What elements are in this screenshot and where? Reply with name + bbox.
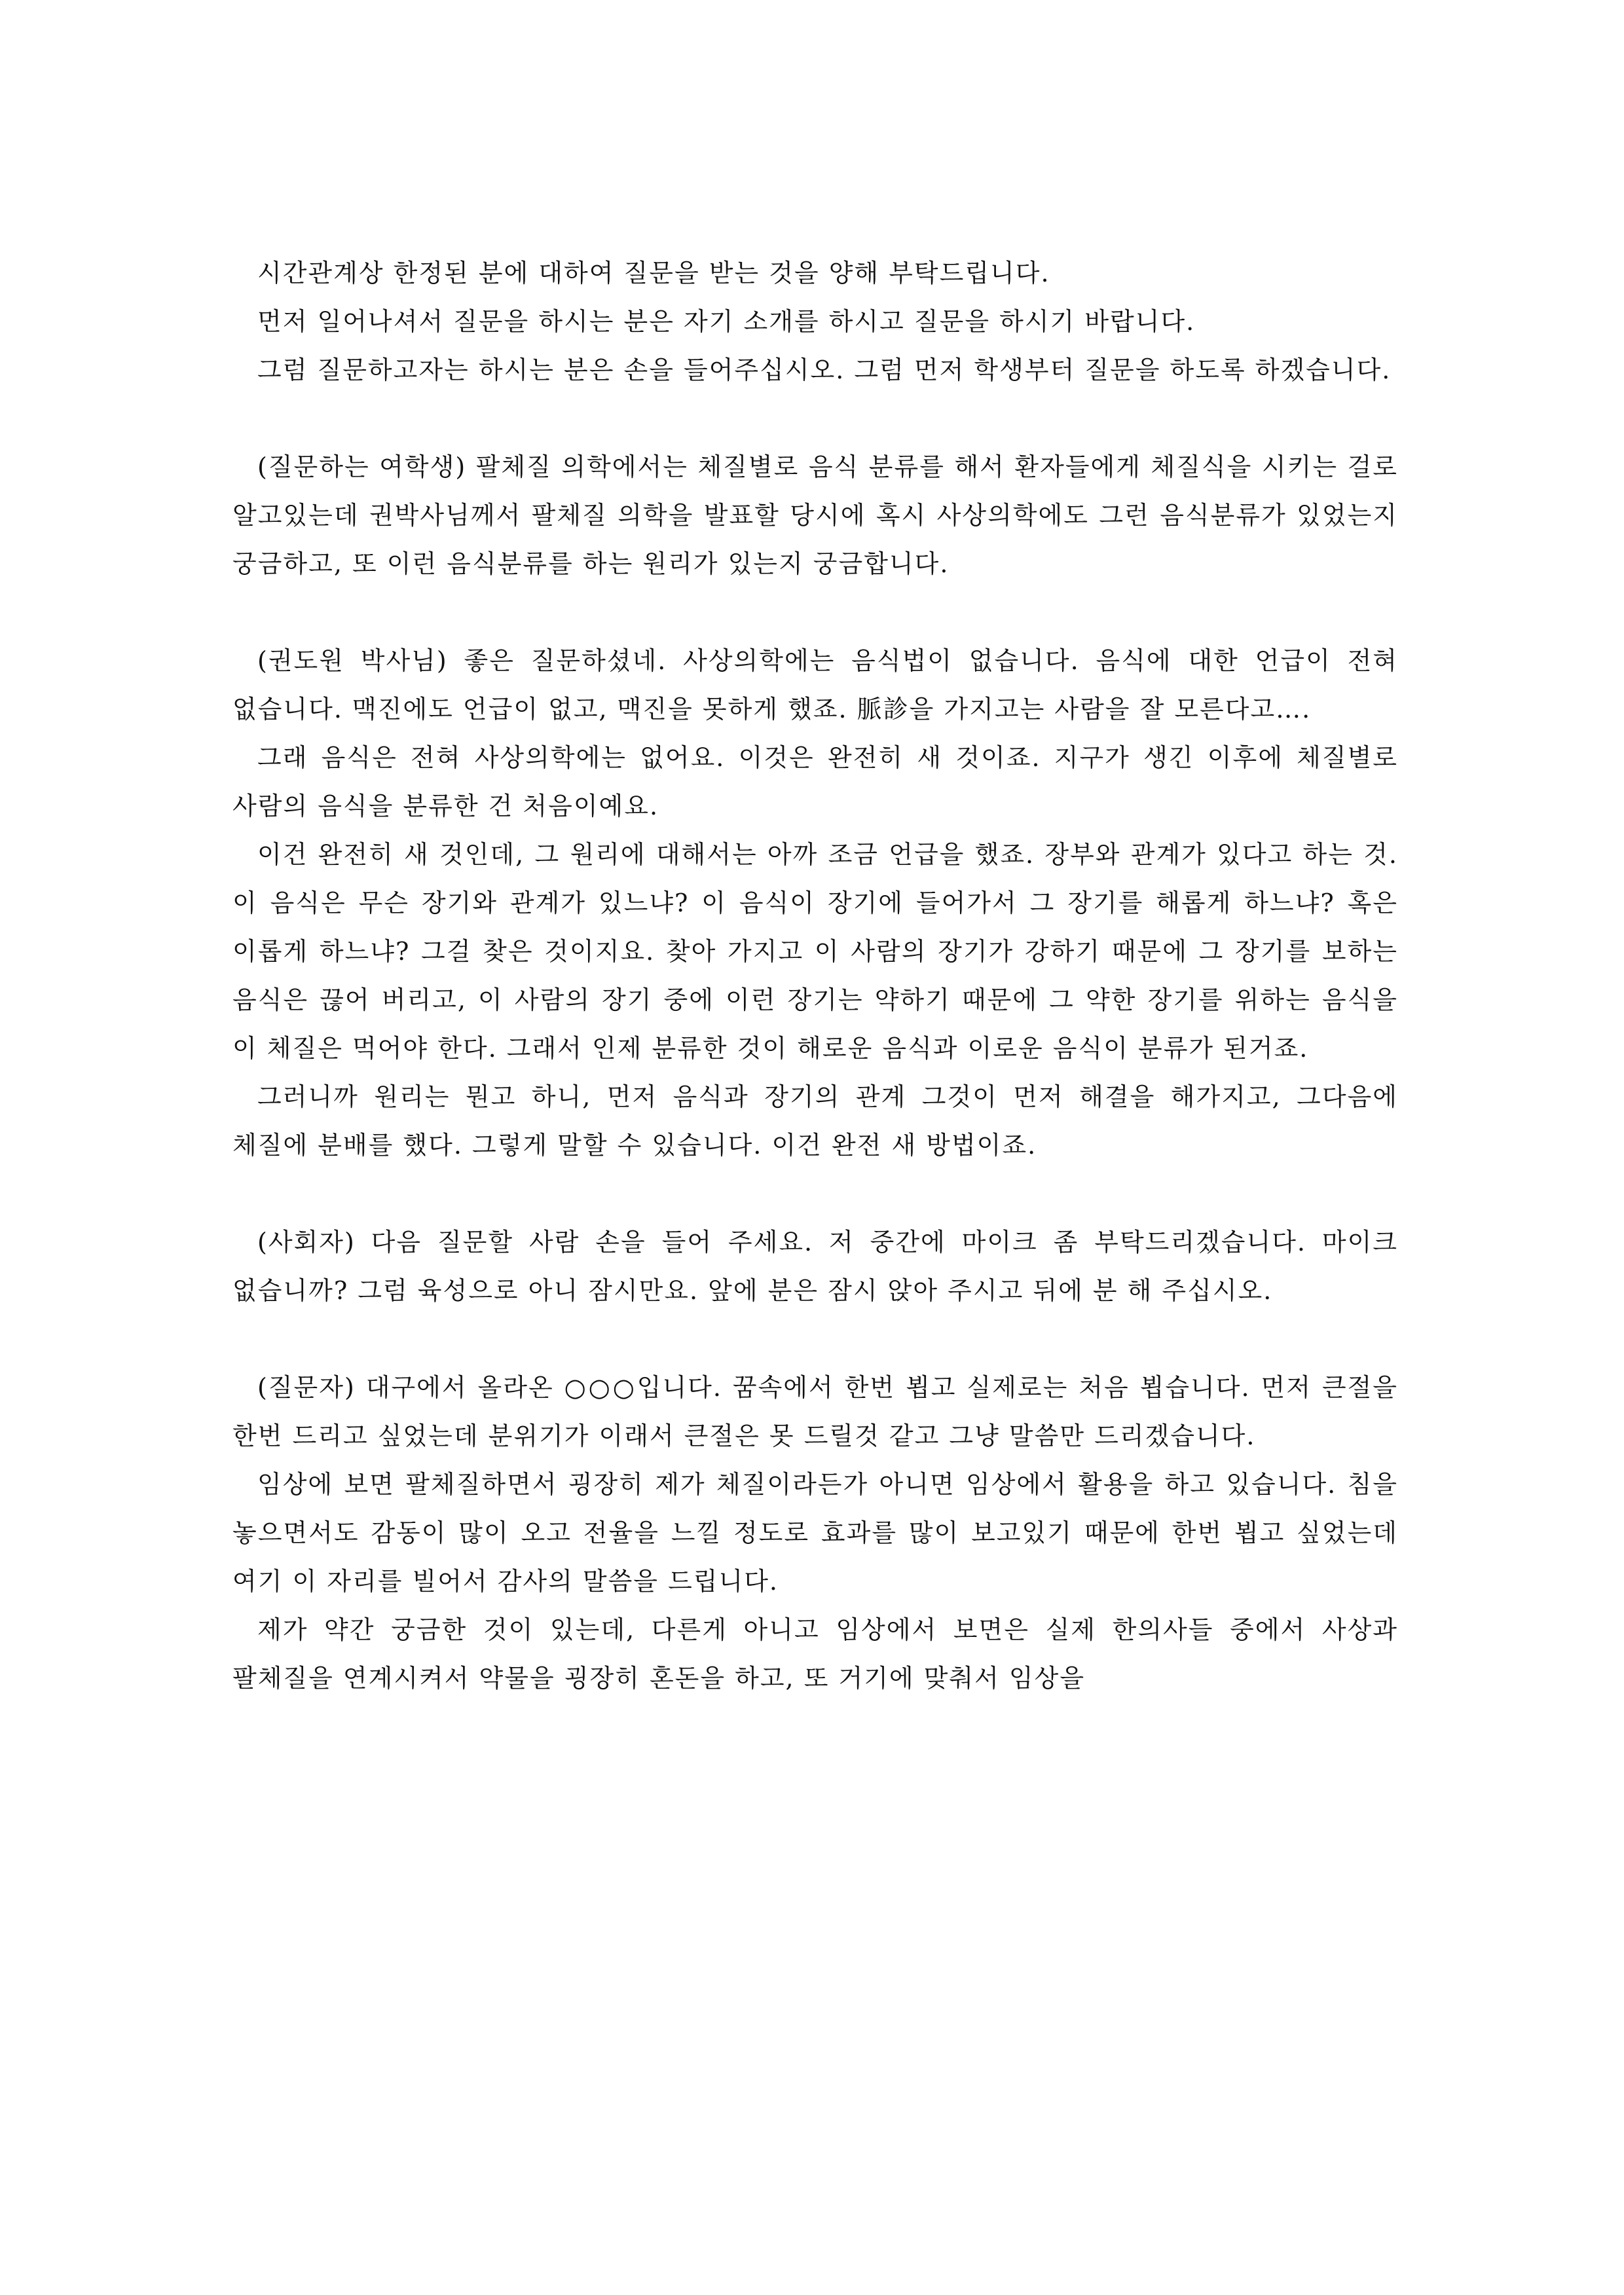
body-text [232,249,1398,1702]
paragraph-gap [232,394,1398,443]
paragraph-gap [232,1169,1398,1218]
paragraph: 이건 완전히 새 것인데, 그 원리에 대해서는 아까 조금 언급을 했죠. 장부와 관계가 있다고 하는 것. 이 음식은 무슨 장기와 관계가 있느냐? 이 음식이 장기에 들어가서 그 장기를 해롭게 하느냐? 혹은 이롭게 하느냐? 그걸 찾은 것이지요. 찾아 가지고 이 사람의 장기가 강하기 때문에 그 장기를 보하는 음식은 끊어 버리고, 이 사람의 장기 중에 이런 장기는 약하기 때문에 그 약한 장기를 위하는 음식을 이 체질은 먹어야 한다. 그래서 인제 분류한 것이 해로운 음식과 이로운 음식이 분류가 된거죠. [232,840,1398,1063]
paragraph: 제가 약간 궁금한 것이 있는데, 다른게 아니고 임상에서 보면은 실제 한의사들 중에서 사상과 팔체질을 연계시켜서 약물을 굉장히 혼돈을 하고, 또 거기에 맞춰서 임상을 [232,1615,1398,1693]
paragraph: (권도원 박사님) 좋은 질문하셨네. 사상의학에는 음식법이 없습니다. 음식에 대한 언급이 전혀 없습니다. 맥진에도 언급이 없고, 맥진을 못하게 했죠. 脈診을 가지고는 사람을 잘 모른다고…. [232,646,1398,724]
paragraph: 먼저 일어나셔서 질문을 하시는 분은 자기 소개를 하시고 질문을 하시기 바랍니다. [257,307,1196,336]
paragraph-gap [232,1315,1398,1363]
paragraph: (질문하는 여학생) 팔체질 의학에서는 체질별로 음식 분류를 해서 환자들에게 체질식을 시키는 걸로 알고있는데 권박사님께서 팔체질 의학을 발표할 당시에 혹시 사상의학에도 그런 음식분류가 있었는지 궁금하고, 또 이런 음식분류를 하는 원리가 있는지 궁금합니다. [232,452,1399,578]
paragraph-gap [232,588,1398,636]
paragraph: (사회자) 다음 질문할 사람 손을 들어 주세요. 저 중간에 마이크 좀 부탁드리겠습니다. 마이크 없습니까? 그럼 육성으로 아니 잠시만요. 앞에 분은 잠시 앉아 주시고 뒤에 분 해 주십시오. [232,1228,1398,1305]
paragraph: (질문자) 대구에서 올라온 ○○○입니다. 꿈속에서 한번 뵙고 실제로는 처음 뵙습니다. 먼저 큰절을 한번 드리고 싶었는데 분위기가 이래서 큰절은 못 드릴것 같고 그냥 말씀만 드리겠습니다. [232,1373,1398,1450]
paragraph: 시간관계상 한정된 분에 대하여 질문을 받는 것을 양해 부탁드립니다. [257,259,1050,287]
paragraph: 그럼 질문하고자는 하시는 분은 손을 들어주십시오. 그럼 먼저 학생부터 질문을 하도록 하겠습니다. [257,356,1392,384]
paragraph: 그러니까 원리는 뭔고 하니, 먼저 음식과 장기의 관계 그것이 먼저 해결을 해가지고, 그다음에 체질에 분배를 했다. 그렇게 말할 수 있습니다. 이건 완전 새 방법이죠. [232,1082,1398,1160]
paragraph: 그래 음식은 전혀 사상의학에는 없어요. 이것은 완전히 새 것이죠. 지구가 생긴 이후에 체질별로 사람의 음식을 분류한 건 처음이예요. [232,743,1398,820]
paragraph: 임상에 보면 팔체질하면서 굉장히 제가 체질이라든가 아니면 임상에서 활용을 하고 있습니다. 침을 놓으면서도 감동이 많이 오고 전율을 느낄 정도로 효과를 많이 보고있기 때문에 한번 뵙고 싶었는데 여기 이 자리를 빌어서 감사의 말씀을 드립니다. [232,1470,1398,1596]
